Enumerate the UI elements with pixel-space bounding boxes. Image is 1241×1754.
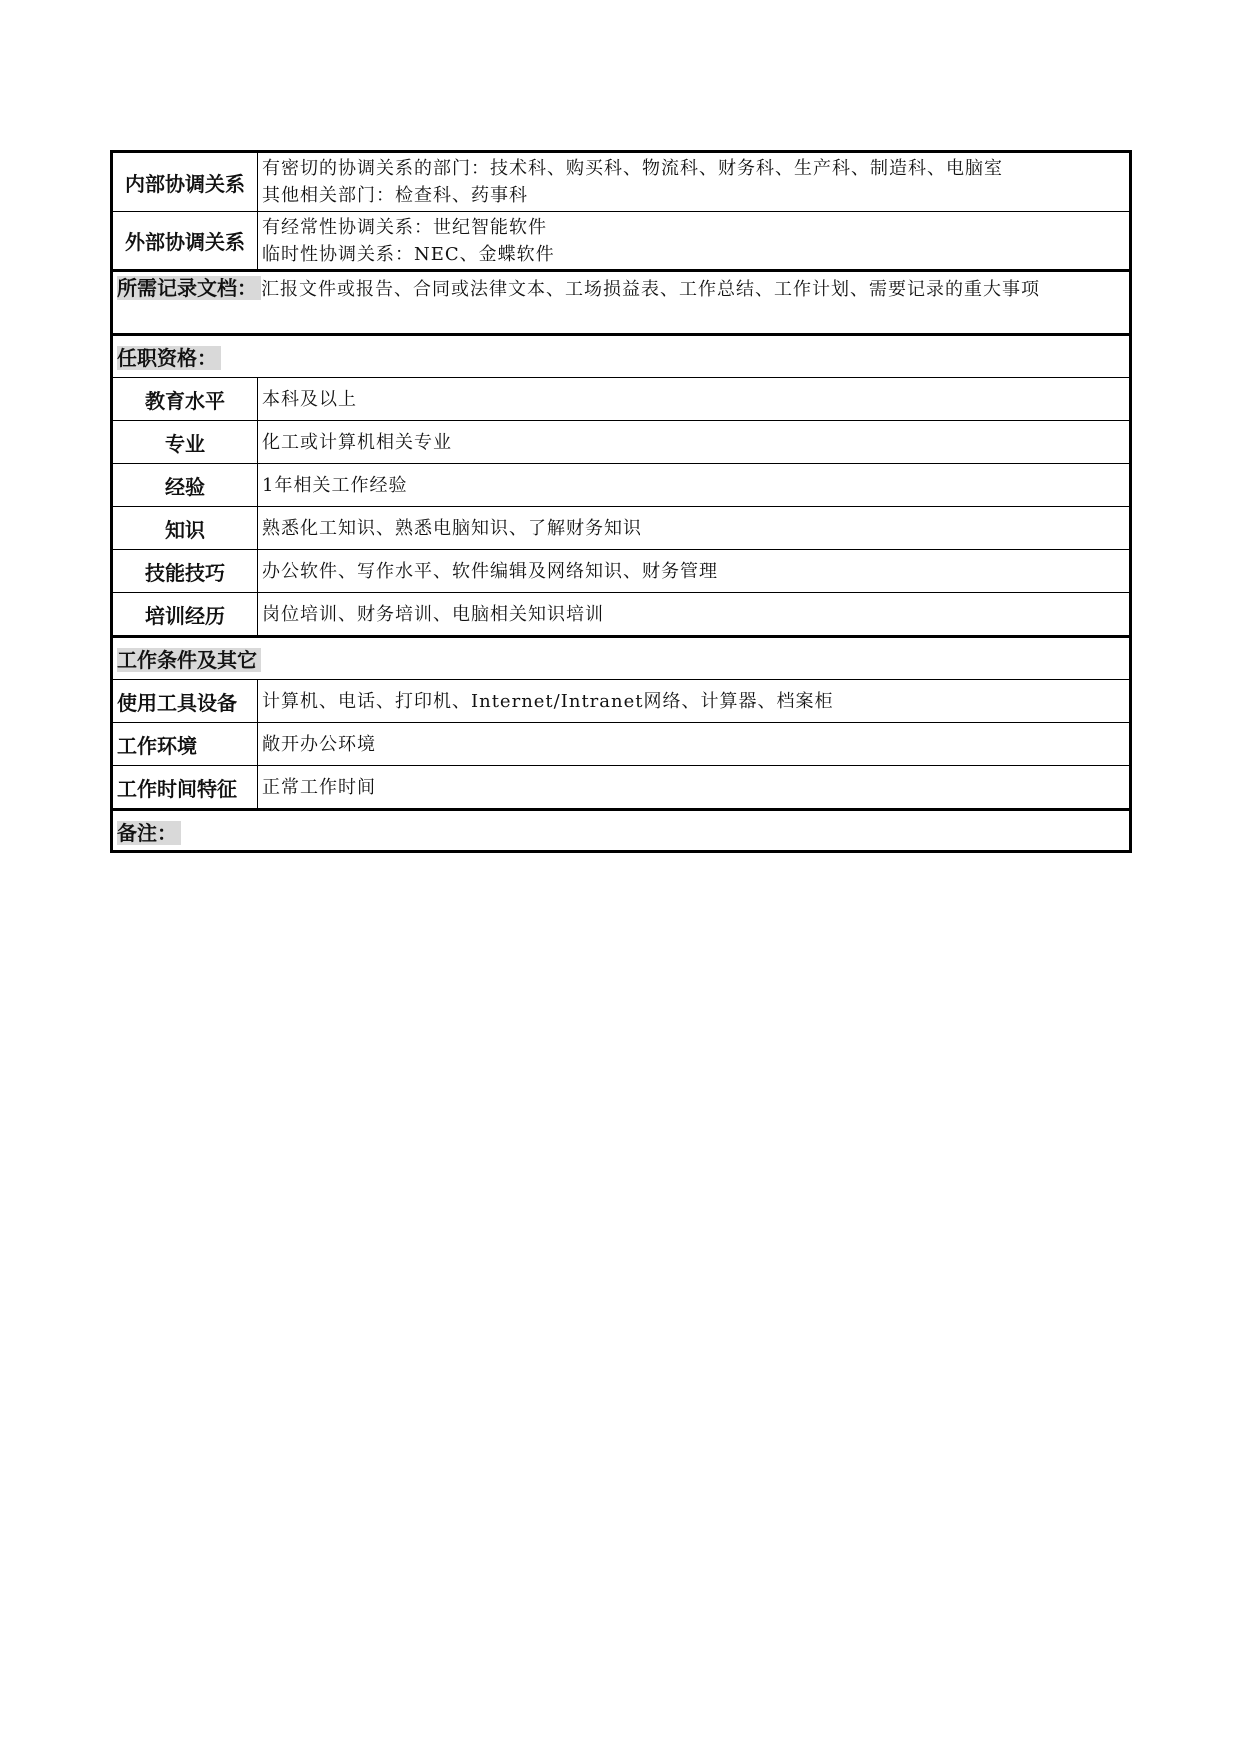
internal-coordination-line-2: 其他相关部门：检查科、药事科: [262, 185, 528, 206]
condition-value: 敞开办公环境: [262, 733, 376, 755]
qualification-value: 办公软件、写作水平、软件编辑及网络知识、财务管理: [262, 560, 718, 582]
qualification-label: 技能技巧: [113, 550, 258, 592]
documents-cell: [113, 272, 1129, 333]
notes-row: [113, 808, 1129, 850]
internal-coordination-label: 内部协调关系: [113, 153, 258, 211]
condition-label: 工作环境: [113, 723, 258, 765]
qualification-value: 本科及以上: [262, 388, 357, 410]
qualifications-heading-row: [113, 333, 1129, 377]
conditions-heading-cell: [113, 638, 1129, 679]
qualification-value: 岗位培训、财务培训、电脑相关知识培训: [262, 603, 604, 625]
condition-value: 计算机、电话、打印机、Internet/Intranet网络、计算器、档案柜: [262, 690, 834, 712]
external-coordination-row: [113, 211, 1129, 269]
qualifications-heading: 任职资格：: [117, 346, 221, 370]
qualification-row: [113, 463, 1129, 506]
conditions-heading-row: [113, 635, 1129, 679]
notes-cell: [113, 811, 1129, 850]
qualification-row: [113, 377, 1129, 420]
conditions-heading: 工作条件及其它: [117, 648, 261, 672]
documents-row: [113, 269, 1129, 333]
qualifications-heading-cell: [113, 336, 1129, 377]
qualification-label: 培训经历: [113, 593, 258, 635]
qualification-row: [113, 592, 1129, 635]
qualification-value: 熟悉化工知识、熟悉电脑知识、了解财务知识: [262, 517, 642, 539]
qualification-value: 1年相关工作经验: [262, 474, 408, 496]
condition-row: [113, 679, 1129, 722]
internal-coordination-value: [258, 153, 1129, 211]
notes-label: 备注：: [117, 821, 181, 845]
qualification-label: 专业: [113, 421, 258, 463]
qualification-row: [113, 420, 1129, 463]
qualification-label: 教育水平: [113, 378, 258, 420]
condition-label: 工作时间特征: [113, 766, 258, 808]
external-coordination-line-1: 有经常性协调关系：世纪智能软件: [262, 216, 547, 238]
external-coordination-value: [258, 212, 1129, 269]
internal-coordination-row: [113, 153, 1129, 211]
qualification-label: 经验: [113, 464, 258, 506]
condition-label: 使用工具设备: [113, 680, 258, 722]
documents-text: 汇报文件或报告、合同或法律文本、工场损益表、工作总结、工作计划、需要记录的重大事项: [261, 279, 1040, 300]
documents-label: 所需记录文档：: [117, 276, 261, 300]
qualification-label: 知识: [113, 507, 258, 549]
condition-row: [113, 722, 1129, 765]
qualification-row: [113, 549, 1129, 592]
qualification-value: 化工或计算机相关专业: [262, 431, 452, 453]
internal-coordination-line-1: 有密切的协调关系的部门：技术科、购买科、物流科、财务科、生产科、制造科、电脑室: [262, 158, 1003, 179]
external-coordination-line-2: 临时性协调关系：NEC、金蝶软件: [262, 243, 555, 265]
condition-row: [113, 765, 1129, 808]
job-description-table: [110, 150, 1132, 853]
external-coordination-label: 外部协调关系: [113, 212, 258, 269]
condition-value: 正常工作时间: [262, 776, 376, 798]
qualification-row: [113, 506, 1129, 549]
